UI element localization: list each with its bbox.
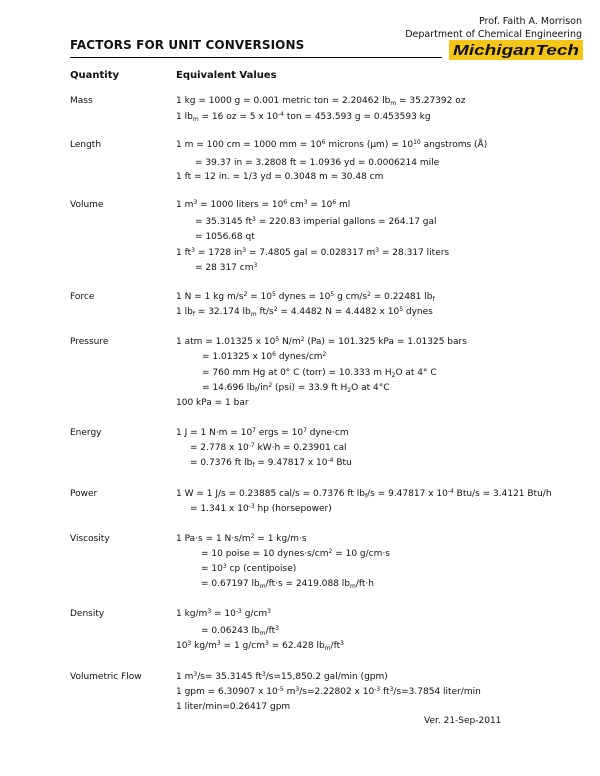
conversion-line: = 2.778 x $10^{-7}$ kW·h = 0.23901 cal xyxy=(190,442,347,453)
conversion-line: = 10 poise = 10 $dynes\cdot s/cm^2 = 10$ g/cm·s xyxy=(201,548,390,559)
conversion-line: 1 N = 1 kg $m/s^2 = 10^5$ dynes = $10^5$ g $cm/s^2 = 0.22481$ $lb_f$ xyxy=(176,291,435,303)
conversion-line: 1 $lb_m = 16$ oz = 5 x $10^{-4}$ ton = 453.593 g = 0.453593 kg xyxy=(176,111,431,123)
author-name: Prof. Faith A. Morrison xyxy=(478,16,582,27)
conversion-line: = 35.3145 $ft^3 = 220.83$ imperial gallons = 264.17 gal xyxy=(195,216,437,227)
values-column-header: Equivalent Values xyxy=(176,70,277,81)
quantity-label: Volume xyxy=(70,200,104,210)
conversion-line: $10^3$ $kg/m^3 = 1$ $g/cm^3 = 62.428$ $lb_m/ft^3$ xyxy=(176,640,344,652)
conversion-line: 1 gpm = 6.30907 x $10^{-5}$ $m^3/s=2.22802$ x $10^{-3}$ $ft^3/s=3.7854$ liter/min xyxy=(176,686,481,697)
svg-text:MichiganTech: MichiganTech xyxy=(453,43,580,59)
conversion-line: = 1.341 x $10^{-3}$ hp (horsepower) xyxy=(190,503,332,514)
conversion-line: 1 $kg/m^3 = 10^{-3}$ $g/cm^3$ xyxy=(176,608,271,619)
conversion-line: = 0.67197 $lb_m/ft\cdot s = 2419.088$ $lb_m/ft\cdot h$ xyxy=(201,579,374,590)
conversion-line: 1 atm = 1.01325 x $10^5$ $N/m^2$ (Pa) = 101.325 kPa = 1.01325 bars xyxy=(176,336,467,347)
document-title: FACTORS FOR UNIT CONVERSIONS xyxy=(70,38,305,52)
conversion-line: 1 J = 1 $N\cdot m = 10^7$ ergs = $10^7$ dyne·cm xyxy=(176,427,349,438)
conversion-line: = 1.01325 x $10^6$ dynes/$cm^2$ xyxy=(202,351,327,362)
conversion-line: = 760 mm Hg at 0° C (torr) = 10.333 m $H_2O$ at 4° C xyxy=(202,368,437,379)
quantity-label: Mass xyxy=(70,96,93,106)
quantity-label: Energy xyxy=(70,428,102,438)
conversion-line: = 1056.68 qt xyxy=(195,232,255,242)
conversion-line: 1 Pa·s = 1 $N\cdot s/m^2 = 1$ kg/m·s xyxy=(176,533,307,544)
department-name: Department of Chemical Engineering xyxy=(405,29,582,40)
quantity-label: Length xyxy=(70,140,102,150)
quantity-label: Power xyxy=(70,489,98,499)
conversion-line: 1 kg = 1000 g = 0.001 metric ton = 2.20462 $lb_m = 35.27392$ oz xyxy=(176,96,466,107)
conversion-line: 1 m = 100 cm = 1000 mm = $10^6$ microns $(\mu m) = 10^{10}$ angstroms (Å) xyxy=(176,139,488,150)
quantity-label: Force xyxy=(70,292,95,302)
title-rule xyxy=(70,57,442,58)
conversion-line: = 39.37 in = 3.2808 ft = 1.0936 yd = 0.0006214 mile xyxy=(195,158,440,168)
quantity-column-header: Quantity xyxy=(70,70,119,81)
conversion-line: 1 $ft^3 = 1728$ $in^3 = 7.4805$ gal = 0.028317 $m^3 = 28.317$ liters xyxy=(176,247,450,258)
conversion-line: = 28 317 $cm^3$ xyxy=(195,262,258,273)
quantity-label: Density xyxy=(70,609,105,619)
conversion-line: 100 kPa = 1 bar xyxy=(176,398,249,408)
quantity-label: Viscosity xyxy=(70,534,110,544)
conversion-line: 1 $m^3/s= 35.3145$ $ft^3/s=15,850.2$ gal/min (gpm) xyxy=(176,671,388,682)
conversion-line: 1 ft = 12 in. = 1/3 yd = 0.3048 m = 30.48 cm xyxy=(176,172,384,182)
conversion-line: = 0.06243 $lb_m/ft^3$ xyxy=(201,625,279,637)
quantity-label: Pressure xyxy=(70,337,109,347)
conversion-line: = $10^3$ cp (centipoise) xyxy=(201,563,297,574)
conversion-line: = 14.696 $lb_f/in^2$ (psi) = 33.9 ft $H_2O$ at 4°C xyxy=(202,382,390,394)
conversion-line: 1 $m^3 = 1000$ liters = $10^6$ $cm^3 = 10^6$ ml xyxy=(176,199,351,210)
conversion-line: = 0.7376 ft $lb_f = 9.47817$ x $10^{-4}$ Btu xyxy=(190,457,352,469)
michigantech-logo xyxy=(449,38,583,62)
conversion-line: 1 W = 1 J/s = 0.23885 cal/s = 0.7376 ft $lb_f/s = 9.47817$ x $10^{-4}$ Btu/s = 3.4121 Btu/h xyxy=(176,488,552,500)
quantity-label: Volumetric Flow xyxy=(70,672,142,682)
conversion-line: 1 $lb_f = 32.174$ $lb_m$ $ft/s^2 = 4.4482$ N = 4.4482 x $10^5$ dynes xyxy=(176,306,433,318)
conversion-line: 1 liter/min=0.26417 gpm xyxy=(176,702,291,712)
version-label: Ver. 21-Sep-2011 xyxy=(424,716,502,726)
